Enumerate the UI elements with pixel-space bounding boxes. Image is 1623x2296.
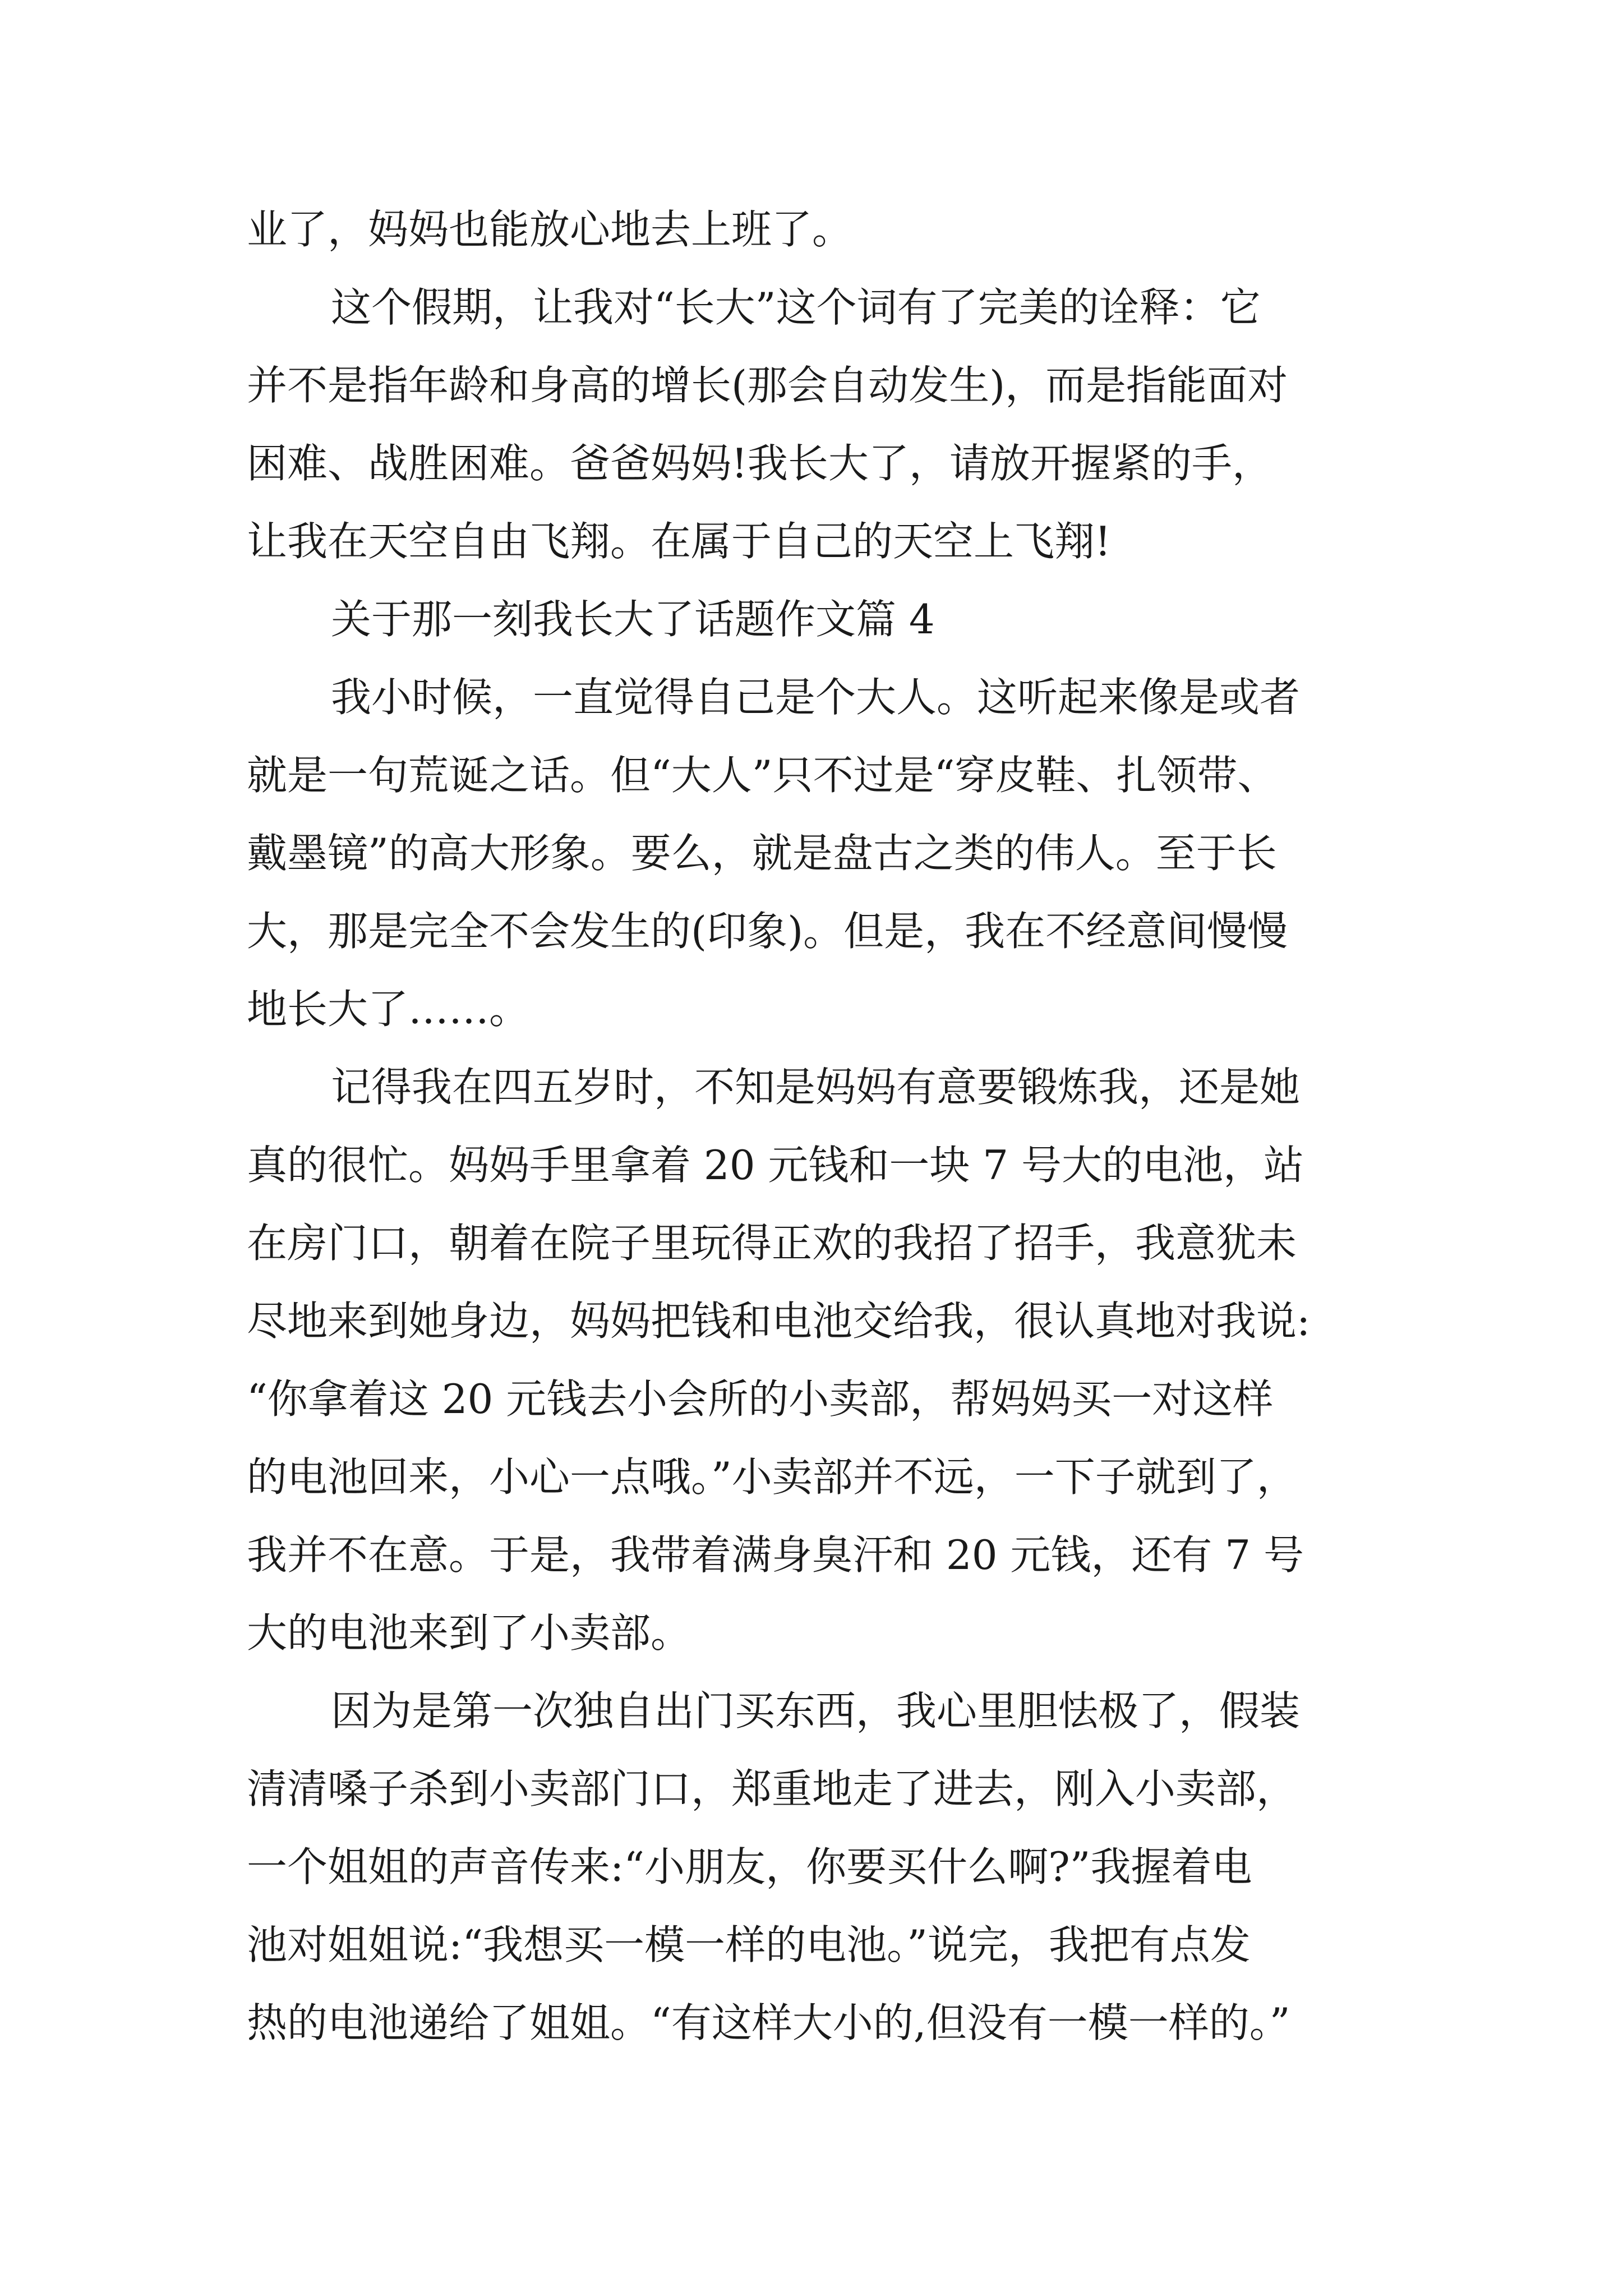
text-line: 让我在天空自由飞翔。在属于自己的天空上飞翔! bbox=[247, 518, 1111, 565]
text-line: 地长大了……。 bbox=[247, 986, 530, 1033]
text-line: 大，那是完全不会发生的(印象)。但是，我在不经意间慢慢 bbox=[247, 908, 1288, 955]
text-line: 关于那一刻我长大了话题作文篇 4 bbox=[331, 596, 935, 643]
text-line: 因为是第一次独自出门买东西，我心里胆怯极了，假装 bbox=[331, 1687, 1301, 1734]
text-line: “你拿着这 20 元钱去小会所的小卖部，帮妈妈买一对这样 bbox=[247, 1375, 1274, 1423]
text-line: 在房门口，朝着在院子里玩得正欢的我招了招手，我意犹未 bbox=[247, 1220, 1297, 1267]
text-line: 记得我在四五岁时，不知是妈妈有意要锻炼我，还是她 bbox=[331, 1064, 1301, 1111]
text-line: 池对姐姐说:“我想买一模一样的电池。”说完，我把有点发 bbox=[247, 1921, 1251, 1968]
text-line: 业了，妈妈也能放心地去上班了。 bbox=[247, 206, 853, 253]
text-line: 我小时候，一直觉得自己是个大人。这听起来像是或者 bbox=[331, 674, 1301, 721]
text-line: 热的电池递给了姐姐。“有这样大小的,但没有一模一样的。” bbox=[247, 1999, 1290, 2046]
text-line: 一个姐姐的声音传来:“小朋友，你要买什么啊?”我握着电 bbox=[247, 1843, 1252, 1890]
text-line: 我并不在意。于是，我带着满身臭汗和 20 元钱，还有 7 号 bbox=[247, 1531, 1304, 1579]
text-line: 并不是指年龄和身高的增长(那会自动发生)，而是指能面对 bbox=[247, 362, 1288, 409]
text-line: 戴墨镜”的高大形象。要么，就是盘古之类的伟人。至于长 bbox=[247, 830, 1277, 877]
text-line: 大的电池来到了小卖部。 bbox=[247, 1609, 691, 1657]
text-line: 清清嗓子杀到小卖部门口，郑重地走了进去，刚入小卖部， bbox=[247, 1765, 1297, 1812]
text-line: 就是一句荒诞之话。但“大人”只不过是“穿皮鞋、扎领带、 bbox=[247, 752, 1278, 799]
text-line: 的电池回来，小心一点哦。”小卖部并不远，一下子就到了， bbox=[247, 1453, 1297, 1501]
text-line: 这个假期，让我对“长大”这个词有了完美的诠释：它 bbox=[331, 284, 1261, 331]
document-body bbox=[247, 191, 1391, 2062]
text-line: 困难、战胜困难。爸爸妈妈!我长大了，请放开握紧的手， bbox=[247, 440, 1272, 487]
text-line: 真的很忙。妈妈手里拿着 20 元钱和一块 7 号大的电池，站 bbox=[247, 1142, 1304, 1189]
text-line: 尽地来到她身边，妈妈把钱和电池交给我，很认真地对我说: bbox=[247, 1297, 1311, 1345]
